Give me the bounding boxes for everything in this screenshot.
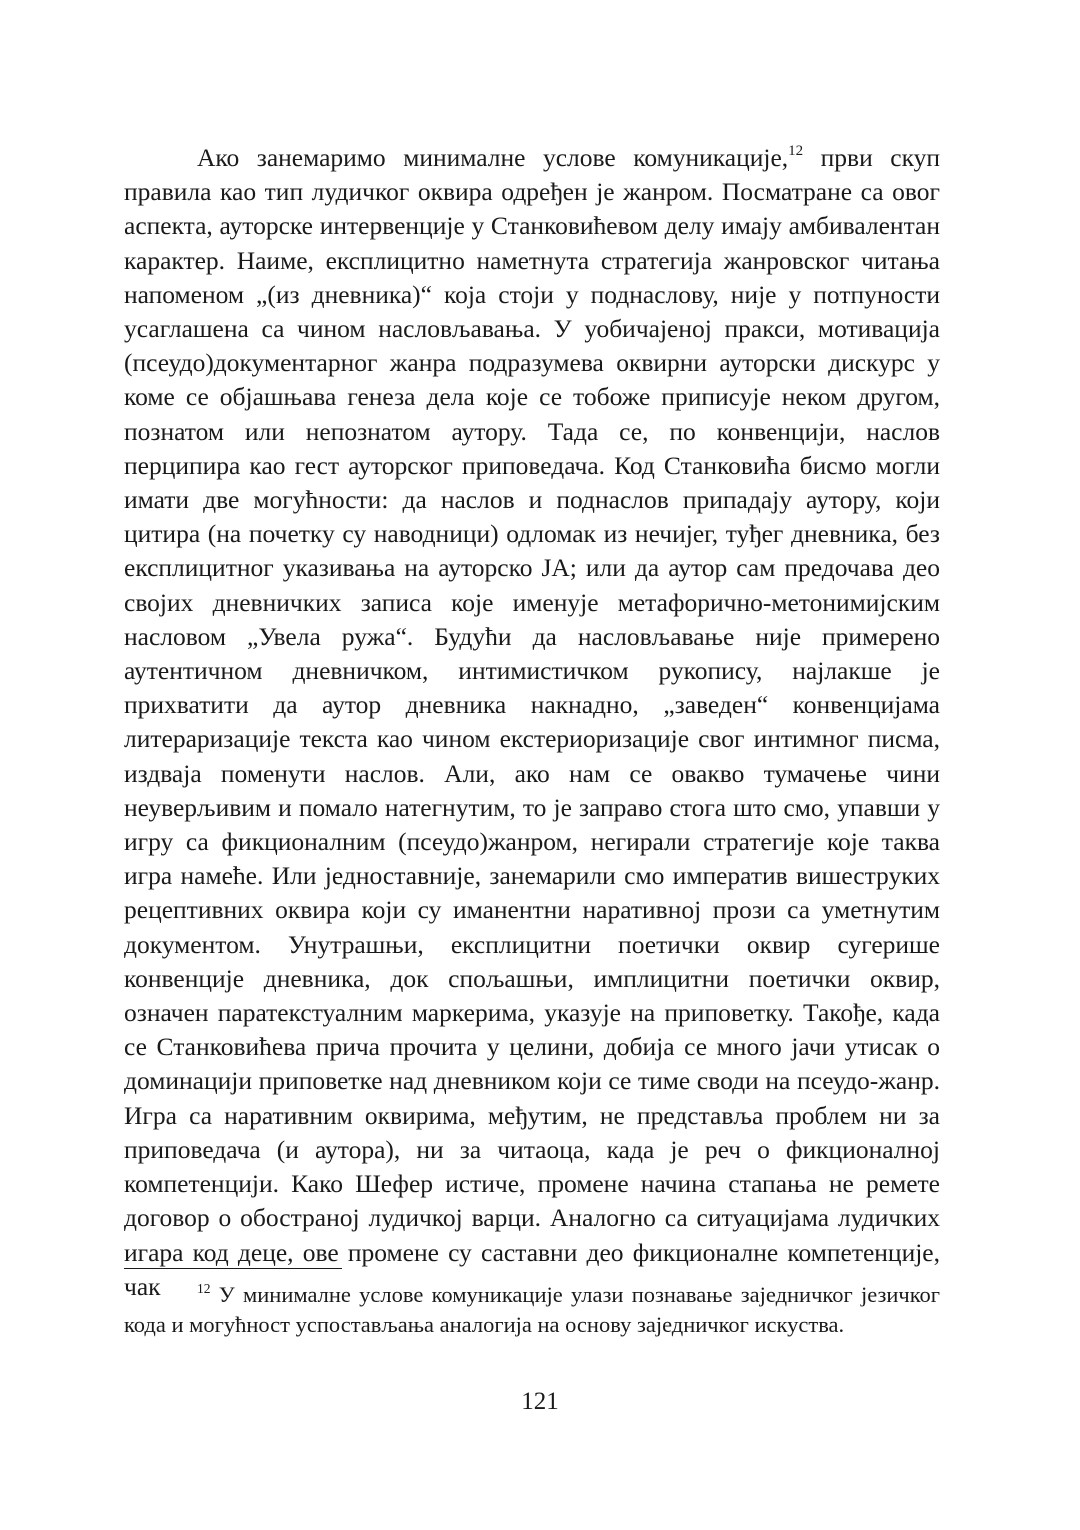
footnote — [124, 1280, 940, 1340]
footnote-reference: 12 — [788, 142, 804, 159]
footnote-number: 12 — [197, 1280, 211, 1296]
page-number: 121 — [521, 1388, 559, 1415]
footnote-separator — [124, 1268, 342, 1269]
paragraph-text-rest: први скуп правила као тип лудичког оквира одређен је жанром. Посматране са овог аспекта, ауторске интервенције у Станковићевом делу имају амбивалентан карактер. Наиме, експлицитно наметнута стратегија жанровског читања напоменом „(из дневника)“ која стоји у поднаслову, није у потпуности усаглашена са чином насловљавања. У уобичајеној пракси, мотивација (псеудо)документарног жанра подразумева оквирни ауторски дискурс у коме се објашњава генеза дела које се тобоже приписује неком другом, познатом или непознатом аутору. Тада се, по конвенцији, наслов перципира као гест ауторског приповедача. Код Станковића бисмо могли имати две могућности: да наслов и поднаслов припадају аутору, који цитира (на почетку су наводници) одломак из нечијег, туђег дневника, без експлицитног указивања на ауторско ЈА; или да аутор сам предочава део својих дневничких записа које именује метафорично-метонимијским насловом „Увела ружа“. Будући да насловљавање није примерено аутентичном дневничком, интимистичком рукопису, најлакше је прихватити да аутор дневника накнадно, „заведен“ конвенцијама литераризације текста као чином екстериоризације свог интимног писма, издваја поменути наслов. Али, ако нам се овакво тумачење чини неуверљивим и помало натегнутим, то је заправо стога што смо, упавши у игру са фикционалним (псеудо)жанром, негирали стратегије које таква игра намеће. Или једноставније, занемарили смо императив вишеструких рецептивних оквира који су иманентни наративној прози са уметнутим документом. Унутрашњи, експлицитни поетички оквир сугерише конвенције дневника, док спољашњи, имплицитни поетички оквир, означен паратекстуалним маркерима, указује на приповетку. Такође, када се Станковићева прича прочита у целини, добија се много јачи утисак о доминацији приповетке над дневником који се тиме своди на псеудо-жанр. Игра са наративним оквирима, међутим, не представља проблем ни за приповедача (и аутора), ни за читаоца, када је реч о фикционалној компетенцији. Како Шефер истиче, промене начина стапања не ремете договор о обострaној лудичкој варци. Аналогно са ситуацијама лудичких игара код деце, ове промене су саставни део фикционалне компетенције, чак — [124, 143, 940, 1301]
main-paragraph — [124, 141, 940, 1304]
paragraph-text-start: Ако занемаримо минималне услове комуникације, — [197, 143, 789, 172]
footnote-text: У минималне услове комуникације улази познавање заједничког језичког кода и могућност успостављања аналогија на основу заједничког искуства. — [124, 1282, 940, 1337]
